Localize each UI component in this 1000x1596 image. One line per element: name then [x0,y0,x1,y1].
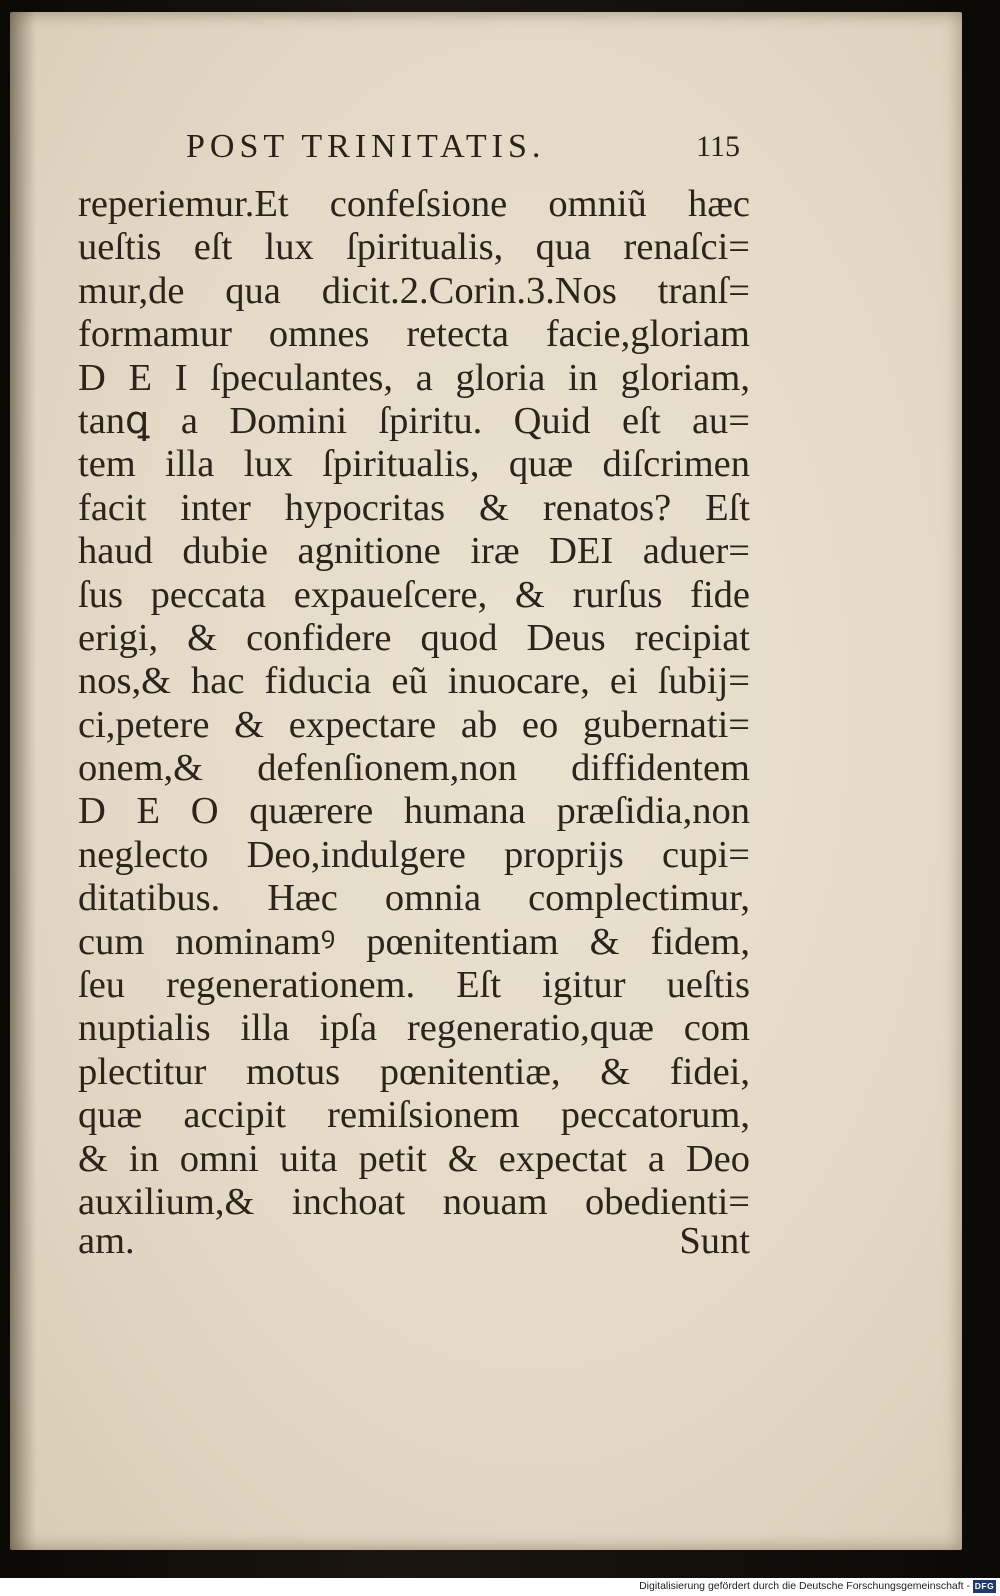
text-line: cum nominamꝰ pœnitentiam & fidem, [78,920,750,963]
text-line: ci,petere & expectare ab eo gubernati= [78,703,750,746]
text-line: ueſtis eſt lux ſpiritualis, qua renaſci= [78,226,750,269]
text-line: ſeu regenerationem. Eſt igitur ueſtis [78,964,750,1007]
text-line: plectitur motus pœnitentiæ, & fidei, [78,1050,750,1093]
text-line: haud dubie agnitione iræ DEI aduer= [78,530,750,573]
text-line: reperiemur.Et confeſsione omniũ hæc [78,183,750,225]
text-line: ſus peccata expaueſcere, & rurſus fide [78,573,750,616]
page-number: 115 [696,130,740,163]
text-line: onem,& defenſionem,non diffidentem [78,747,750,790]
text-line: formamur omnes retecta facie,gloriam [78,313,750,356]
spine-shadow [10,12,36,1550]
final-word: am. [78,1220,135,1262]
text-line: nuptialis illa ipſa regeneratio,quæ com [78,1007,750,1050]
text-line: erigi, & confidere quod Deus recipiat [78,616,750,659]
final-line [78,1219,750,1265]
text-line: quæ accipit remiſsionem peccatorum, [78,1094,750,1137]
text-line: & in omni uita petit & expectat a Deo [78,1137,750,1180]
text-line: ditatibus. Hæc omnia complectimur, [78,877,750,920]
text-line: nos,& hac fiducia eũ inuocare, ei ſubij= [78,660,750,703]
text-line: auxilium,& inchoat nouam obedienti= [78,1180,750,1223]
body-text [78,183,750,1224]
catchword: Sunt [679,1220,750,1262]
text-line: D E O quærere humana præſidia,non [78,790,750,833]
page-header [186,128,746,168]
text-line: tanꝗ a Domini ſpiritu. Quid eſt au= [78,399,750,442]
funding-credit: Digitalisierung gefördert durch die Deutsche Forschungsgemeinschaft - [639,1580,970,1592]
text-line: neglecto Deo,indulgere proprijs cupi= [78,833,750,876]
running-title: POST TRINITATIS. [186,128,546,165]
dfg-logo: DFG [974,1581,995,1591]
text-line: tem illa lux ſpiritualis, quæ diſcrimen [78,443,750,486]
text-line: mur,de qua dicit.2.Corin.3.Nos tranſ= [78,269,750,312]
text-line: D E I ſpeculantes, a gloria in gloriam, [78,356,750,399]
text-line: facit inter hypocritas & renatos? Eſt [78,486,750,529]
